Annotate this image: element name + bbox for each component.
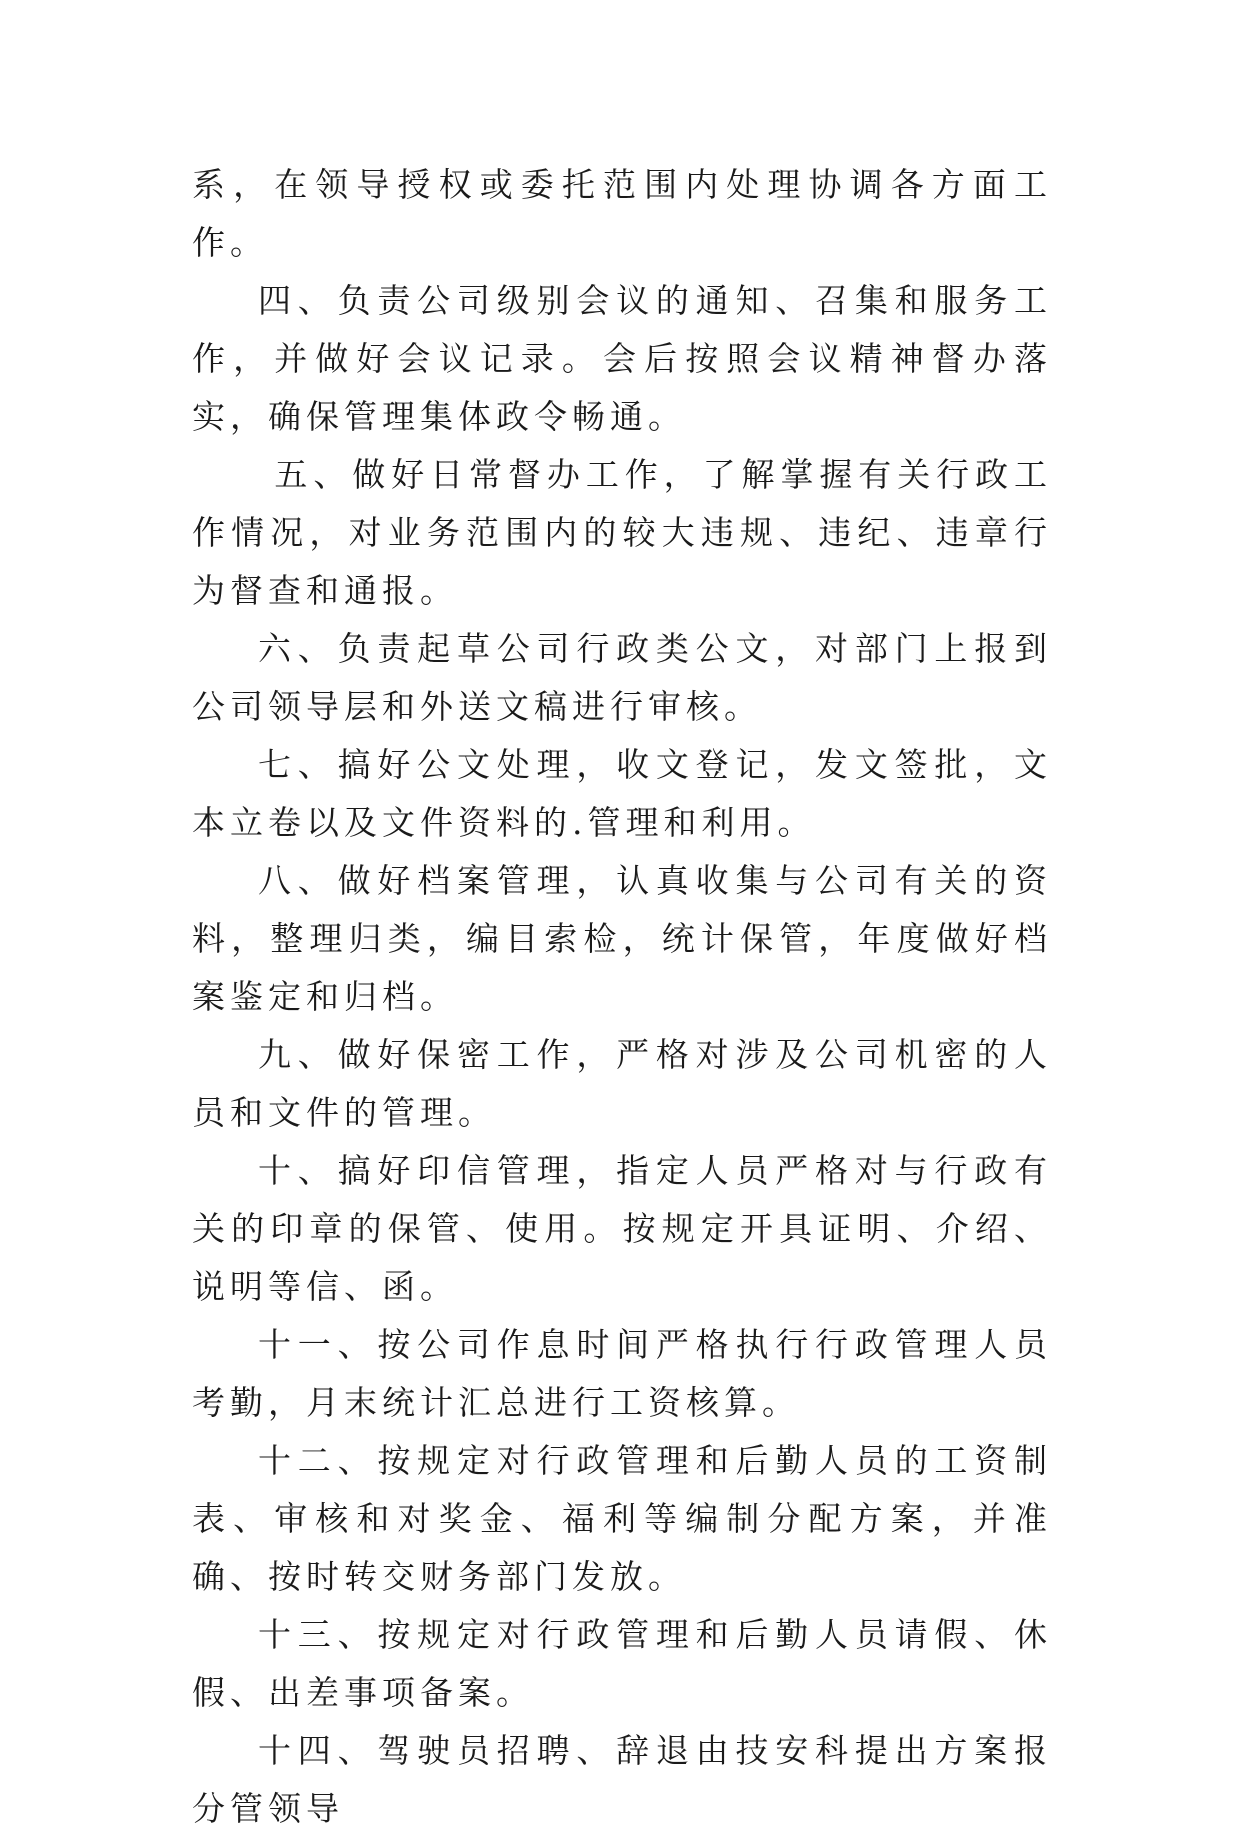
paragraph: 十一、按公司作息时间严格执行行政管理人员考勤，月末统计汇总进行工资核算。 — [192, 1325, 1052, 1422]
paragraph: 四、负责公司级别会议的通知、召集和服务工作，并做好会议记录。会后按照会议精神督办落实，确保管理集体政令畅通。 — [192, 281, 1052, 436]
paragraph: 九、做好保密工作，严格对涉及公司机密的人员和文件的管理。 — [192, 1035, 1052, 1132]
paragraph: 十、搞好印信管理，指定人员严格对与行政有关的印章的保管、使用。按规定开具证明、介绍、说明等信、函。 — [192, 1151, 1052, 1306]
paragraph: 六、负责起草公司行政类公文，对部门上报到公司领导层和外送文稿进行审核。 — [192, 629, 1052, 726]
document-body — [192, 156, 1052, 1838]
paragraph: 八、做好档案管理，认真收集与公司有关的资料，整理归类，编目索检，统计保管，年度做好档案鉴定和归档。 — [192, 861, 1052, 1016]
paragraph: 五、做好日常督办工作，了解掌握有关行政工作情况，对业务范围内的较大违规、违纪、违章行为督查和通报。 — [192, 455, 1052, 610]
paragraph: 十四、驾驶员招聘、辞退由技安科提出方案报分管领导 — [192, 1731, 1052, 1828]
paragraph: 七、搞好公文处理，收文登记，发文签批，文本立卷以及文件资料的.管理和利用。 — [192, 745, 1052, 842]
paragraph: 十三、按规定对行政管理和后勤人员请假、休假、出差事项备案。 — [192, 1615, 1052, 1712]
paragraph: 系，在领导授权或委托范围内处理协调各方面工作。 — [192, 165, 1052, 262]
paragraph: 十二、按规定对行政管理和后勤人员的工资制表、审核和对奖金、福利等编制分配方案，并准确、按时转交财务部门发放。 — [192, 1441, 1052, 1596]
